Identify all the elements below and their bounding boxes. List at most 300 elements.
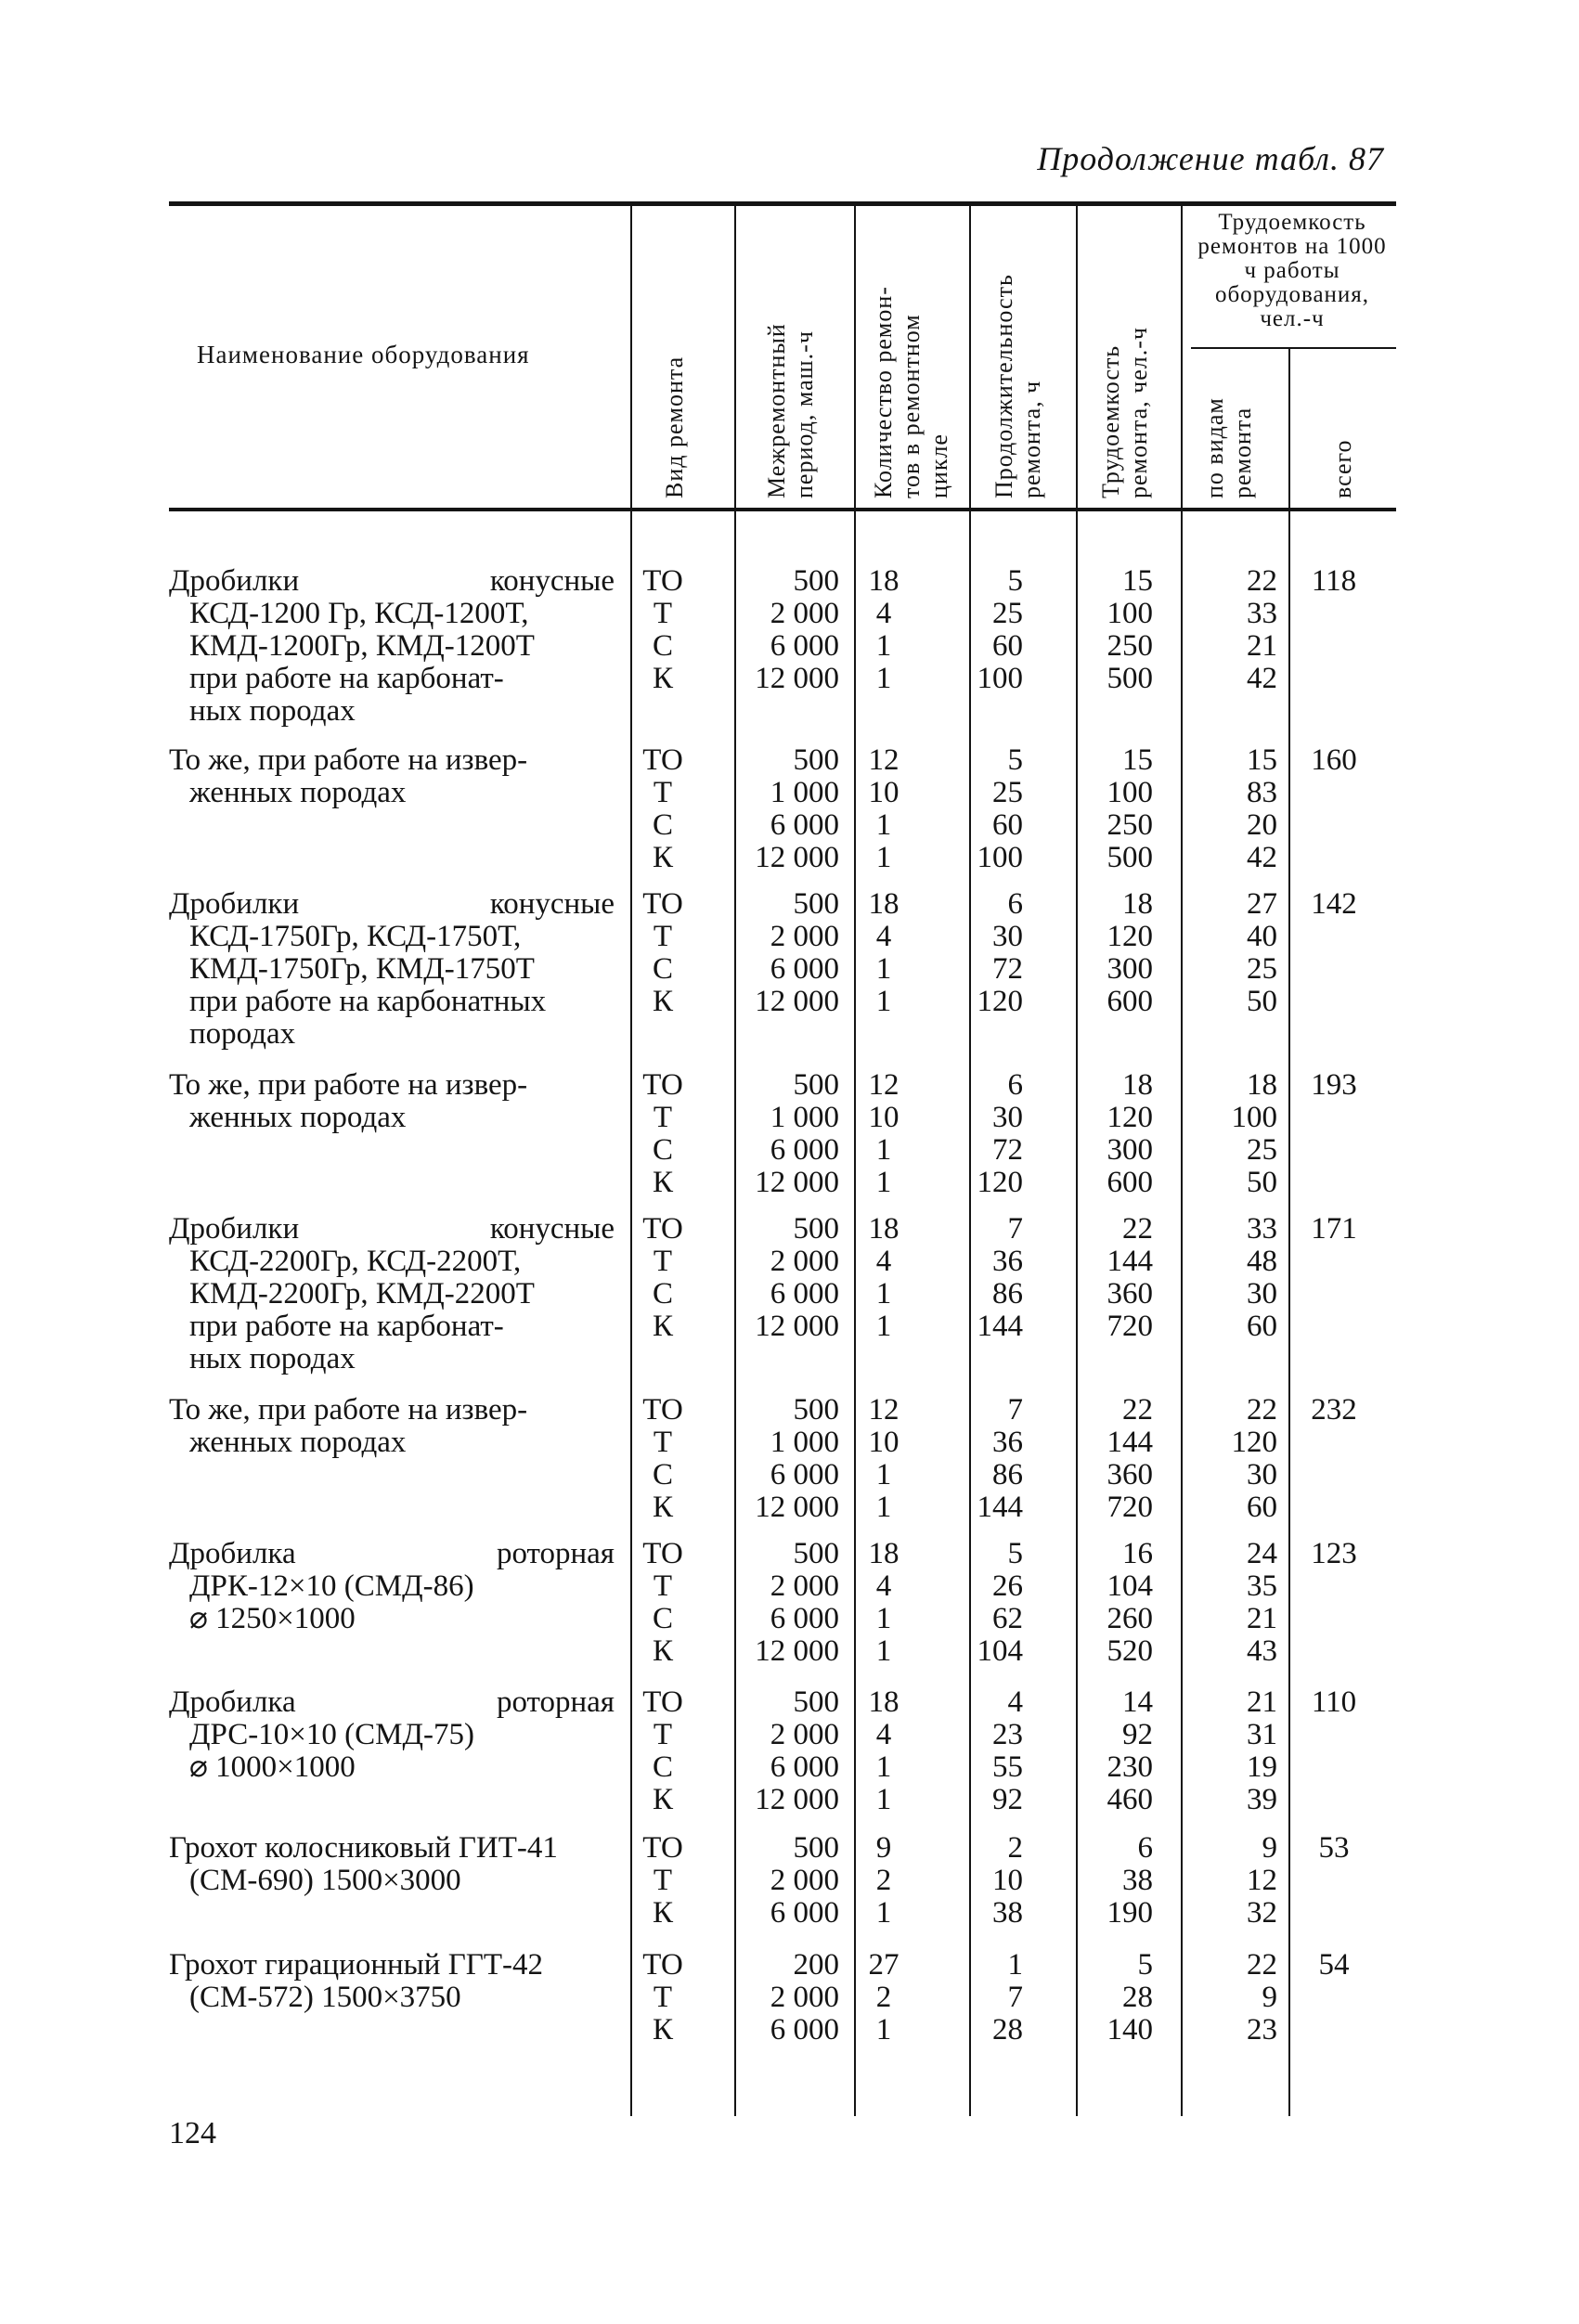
labor-column: [1055, 888, 1153, 1018]
interval-cell: 12 000: [755, 1783, 839, 1816]
page-number: 124: [169, 2116, 216, 2150]
repair-type-cell: К: [652, 2013, 673, 2046]
labor-by-type-cell: 32: [1247, 1896, 1277, 1930]
header-bottom-rule: [169, 508, 1396, 511]
repair-count-cell: 2: [875, 1864, 892, 1897]
labor-by-type-column: [1199, 1213, 1277, 1343]
interval-cell: 6 000: [770, 629, 839, 663]
equipment-name-line: ДРК-12×10 (СМД-86): [189, 1569, 474, 1603]
labor-by-type-cell: 21: [1247, 629, 1277, 663]
repair-type-column: [630, 744, 695, 874]
repair-count-cell: 10: [868, 776, 900, 809]
equipment-name-line: Дробилки конусные: [169, 887, 615, 921]
duration-column: [956, 565, 1023, 695]
repair-type-cell: Т: [653, 1864, 673, 1897]
header-vsego: всего: [1329, 439, 1356, 498]
total-labor-cell: 118: [1311, 564, 1357, 598]
repair-type-cell: С: [652, 1133, 673, 1167]
interval-cell: 2 000: [770, 1245, 839, 1278]
duration-column: [956, 744, 1023, 874]
repair-count-cell: 10: [868, 1426, 900, 1459]
repair-type-cell: К: [652, 1166, 673, 1199]
total-labor-cell: 160: [1311, 743, 1357, 777]
total-labor-cell: 193: [1311, 1068, 1357, 1102]
labor-cell: 600: [1107, 985, 1153, 1018]
equipment-name: [169, 1069, 615, 1134]
repair-count-cell: 4: [875, 920, 892, 953]
duration-cell: 144: [977, 1491, 1023, 1524]
duration-cell: 60: [992, 808, 1023, 842]
duration-column: [956, 1213, 1023, 1343]
duration-cell: 28: [992, 2013, 1023, 2046]
repair-count-column: [847, 1213, 921, 1343]
repair-count-column: [847, 1832, 921, 1930]
duration-cell: 72: [992, 1133, 1023, 1167]
labor-by-type-cell: 22: [1247, 1393, 1277, 1427]
labor-cell: 360: [1107, 1458, 1153, 1491]
repair-count-cell: 4: [875, 1718, 892, 1751]
repair-table: [169, 201, 1396, 2121]
interval-column: [735, 1832, 839, 1930]
repair-type-cell: ТО: [642, 1068, 683, 1102]
labor-cell: 104: [1107, 1569, 1153, 1603]
labor-column: [1055, 1949, 1153, 2046]
repair-count-cell: 1: [875, 1133, 892, 1167]
repair-type-cell: Т: [653, 1718, 673, 1751]
repair-type-cell: Т: [653, 1245, 673, 1278]
duration-cell: 100: [977, 662, 1023, 695]
repair-count-cell: 12: [868, 743, 900, 777]
labor-by-type-cell: 50: [1247, 1166, 1277, 1199]
interval-cell: 1 000: [770, 776, 839, 809]
repair-type-cell: К: [652, 1634, 673, 1668]
repair-count-column: [847, 565, 921, 695]
labor-cell: 18: [1122, 1068, 1153, 1102]
repair-count-cell: 1: [875, 808, 892, 842]
repair-count-cell: 1: [875, 1750, 892, 1784]
duration-cell: 25: [992, 597, 1023, 630]
labor-cell: 250: [1107, 808, 1153, 842]
labor-column: [1055, 1069, 1153, 1199]
equipment-name-line: ных породах: [189, 1342, 356, 1375]
labor-column: [1055, 1686, 1153, 1816]
interval-cell: 500: [793, 1685, 839, 1719]
repair-type-cell: С: [652, 1602, 673, 1635]
interval-cell: 1 000: [770, 1101, 839, 1134]
repair-count-column: [847, 744, 921, 874]
repair-type-column: [630, 888, 695, 1018]
interval-cell: 500: [793, 1831, 839, 1865]
repair-count-cell: 1: [875, 1602, 892, 1635]
repair-type-cell: ТО: [642, 1393, 683, 1427]
labor-by-type-cell: 100: [1231, 1101, 1277, 1134]
duration-cell: 100: [977, 841, 1023, 874]
equipment-name: [169, 1832, 615, 1897]
labor-by-type-cell: 42: [1247, 662, 1277, 695]
repair-count-cell: 27: [868, 1948, 900, 1982]
duration-cell: 2: [1007, 1831, 1023, 1865]
labor-by-type-cell: 20: [1247, 808, 1277, 842]
interval-cell: 200: [793, 1948, 839, 1982]
interval-cell: 2 000: [770, 1569, 839, 1603]
labor-by-type-cell: 39: [1247, 1783, 1277, 1816]
labor-column: [1055, 744, 1153, 874]
labor-cell: 260: [1107, 1602, 1153, 1635]
labor-cell: 38: [1122, 1864, 1153, 1897]
labor-by-type-cell: 22: [1247, 564, 1277, 598]
repair-count-cell: 1: [875, 2013, 892, 2046]
duration-cell: 30: [992, 1101, 1023, 1134]
labor-cell: 5: [1137, 1948, 1153, 1982]
labor-cell: 144: [1107, 1245, 1153, 1278]
duration-cell: 120: [977, 1166, 1023, 1199]
total-labor-cell: 54: [1318, 1948, 1350, 1982]
labor-cell: 22: [1122, 1393, 1153, 1427]
header-name: Наименование оборудования: [197, 341, 530, 368]
equipment-name-line: КМД-1200Гр, КМД-1200Т: [189, 629, 535, 663]
repair-count-cell: 1: [875, 1634, 892, 1668]
equipment-name-line: женных породах: [189, 776, 407, 809]
interval-cell: 6 000: [770, 2013, 839, 2046]
repair-type-cell: ТО: [642, 743, 683, 777]
labor-by-type-cell: 25: [1247, 952, 1277, 986]
duration-cell: 5: [1007, 564, 1023, 598]
labor-cell: 100: [1107, 776, 1153, 809]
repair-count-cell: 1: [875, 629, 892, 663]
labor-by-type-cell: 9: [1262, 1831, 1277, 1865]
repair-type-column: [630, 1686, 695, 1816]
repair-count-cell: 18: [868, 1212, 900, 1246]
repair-type-cell: ТО: [642, 1537, 683, 1570]
header-po-vidam: по видам ремонта: [1201, 397, 1256, 498]
labor-by-type-column: [1199, 1538, 1277, 1668]
equipment-name-line: ных породах: [189, 694, 356, 728]
total-labor-cell: 232: [1311, 1393, 1357, 1427]
labor-cell: 720: [1107, 1491, 1153, 1524]
repair-count-cell: 1: [875, 985, 892, 1018]
interval-cell: 500: [793, 1212, 839, 1246]
interval-cell: 500: [793, 743, 839, 777]
header-trud-rule: [1191, 347, 1396, 349]
equipment-name-line: Грохот гирационный ГГТ-42: [169, 1948, 544, 1982]
equipment-name: [169, 1686, 615, 1784]
repair-count-cell: 18: [868, 1537, 900, 1570]
repair-count-cell: 1: [875, 1310, 892, 1343]
labor-cell: 16: [1122, 1537, 1153, 1570]
labor-by-type-cell: 83: [1247, 776, 1277, 809]
repair-type-cell: Т: [653, 1101, 673, 1134]
duration-cell: 23: [992, 1718, 1023, 1751]
duration-cell: 7: [1007, 1393, 1023, 1427]
labor-by-type-cell: 22: [1247, 1948, 1277, 1982]
equipment-name-line: при работе на карбонат-: [189, 662, 504, 695]
repair-count-column: [847, 1394, 921, 1524]
repair-count-column: [847, 1949, 921, 2046]
equipment-name-line: при работе на карбонатных: [189, 985, 547, 1018]
equipment-name-line: ⌀ 1250×1000: [189, 1602, 356, 1635]
labor-by-type-column: [1199, 1069, 1277, 1199]
column-separator: [1181, 206, 1183, 2116]
repair-count-cell: 4: [875, 1245, 892, 1278]
equipment-name-line: при работе на карбонат-: [189, 1310, 504, 1343]
duration-cell: 60: [992, 629, 1023, 663]
repair-count-cell: 1: [875, 662, 892, 695]
interval-cell: 1 000: [770, 1426, 839, 1459]
labor-cell: 22: [1122, 1212, 1153, 1246]
duration-cell: 5: [1007, 743, 1023, 777]
duration-cell: 120: [977, 985, 1023, 1018]
labor-cell: 230: [1107, 1750, 1153, 1784]
repair-type-column: [630, 1538, 695, 1668]
labor-cell: 520: [1107, 1634, 1153, 1668]
duration-cell: 25: [992, 776, 1023, 809]
repair-type-cell: К: [652, 1310, 673, 1343]
interval-column: [735, 1686, 839, 1816]
labor-by-type-cell: 21: [1247, 1602, 1277, 1635]
labor-cell: 144: [1107, 1426, 1153, 1459]
interval-column: [735, 888, 839, 1018]
duration-cell: 55: [992, 1750, 1023, 1784]
labor-cell: 600: [1107, 1166, 1153, 1199]
interval-column: [735, 1069, 839, 1199]
equipment-name-line: ДРС-10×10 (СМД-75): [189, 1718, 474, 1751]
interval-column: [735, 1394, 839, 1524]
labor-by-type-column: [1199, 1832, 1277, 1930]
interval-cell: 500: [793, 887, 839, 921]
equipment-name-line: ⌀ 1000×1000: [189, 1750, 356, 1784]
total-labor-cell: 53: [1318, 1831, 1350, 1865]
equipment-name-line: Дробилки конусные: [169, 1212, 615, 1246]
repair-count-column: [847, 1069, 921, 1199]
repair-count-cell: 12: [868, 1393, 900, 1427]
duration-cell: 86: [992, 1277, 1023, 1310]
repair-count-cell: 1: [875, 1783, 892, 1816]
duration-cell: 5: [1007, 1537, 1023, 1570]
repair-type-cell: К: [652, 1896, 673, 1930]
labor-by-type-cell: 18: [1247, 1068, 1277, 1102]
repair-count-cell: 1: [875, 1458, 892, 1491]
equipment-name: [169, 1538, 615, 1635]
labor-by-type-cell: 50: [1247, 985, 1277, 1018]
repair-type-cell: Т: [653, 597, 673, 630]
labor-cell: 120: [1107, 1101, 1153, 1134]
equipment-name: [169, 1394, 615, 1459]
repair-type-cell: ТО: [642, 1831, 683, 1865]
labor-by-type-cell: 120: [1231, 1426, 1277, 1459]
interval-cell: 2 000: [770, 1864, 839, 1897]
labor-cell: 18: [1122, 887, 1153, 921]
repair-type-cell: Т: [653, 1569, 673, 1603]
repair-count-cell: 4: [875, 1569, 892, 1603]
interval-cell: 12 000: [755, 1634, 839, 1668]
labor-column: [1055, 1213, 1153, 1343]
repair-count-cell: 1: [875, 1166, 892, 1199]
duration-cell: 104: [977, 1634, 1023, 1668]
labor-by-type-column: [1199, 744, 1277, 874]
equipment-name-line: Грохот колосниковый ГИТ-41: [169, 1831, 558, 1865]
duration-cell: 7: [1007, 1981, 1023, 2014]
repair-count-column: [847, 888, 921, 1018]
header-prodolzhitelnost: Продолжительность ремонта, ч: [990, 274, 1045, 498]
labor-by-type-cell: 31: [1247, 1718, 1277, 1751]
interval-column: [735, 1213, 839, 1343]
equipment-name-line: Дробилка роторная: [169, 1685, 615, 1719]
labor-by-type-cell: 19: [1247, 1750, 1277, 1784]
labor-by-type-cell: 48: [1247, 1245, 1277, 1278]
table-caption: Продолжение табл. 87: [1037, 140, 1384, 177]
duration-column: [956, 1832, 1023, 1930]
interval-cell: 2 000: [770, 1981, 839, 2014]
labor-by-type-cell: 15: [1247, 743, 1277, 777]
repair-type-cell: К: [652, 1783, 673, 1816]
equipment-name: [169, 888, 615, 1051]
interval-cell: 2 000: [770, 920, 839, 953]
repair-type-cell: Т: [653, 776, 673, 809]
duration-cell: 38: [992, 1896, 1023, 1930]
interval-cell: 500: [793, 1537, 839, 1570]
repair-count-column: [847, 1538, 921, 1668]
labor-cell: 460: [1107, 1783, 1153, 1816]
repair-type-column: [630, 1832, 695, 1930]
labor-cell: 14: [1122, 1685, 1153, 1719]
repair-count-column: [847, 1686, 921, 1816]
labor-cell: 92: [1122, 1718, 1153, 1751]
labor-by-type-column: [1199, 1949, 1277, 2046]
labor-cell: 500: [1107, 662, 1153, 695]
labor-column: [1055, 1394, 1153, 1524]
duration-column: [956, 1686, 1023, 1816]
labor-by-type-column: [1199, 1686, 1277, 1816]
duration-cell: 1: [1007, 1948, 1023, 1982]
labor-cell: 15: [1122, 743, 1153, 777]
equipment-name-line: женных породах: [189, 1426, 407, 1459]
repair-type-cell: ТО: [642, 564, 683, 598]
repair-type-cell: С: [652, 1277, 673, 1310]
labor-column: [1055, 1832, 1153, 1930]
interval-cell: 12 000: [755, 985, 839, 1018]
duration-column: [956, 1069, 1023, 1199]
labor-by-type-column: [1199, 565, 1277, 695]
repair-type-cell: Т: [653, 1426, 673, 1459]
header-mezhremontny: Межремонтный период, маш.-ч: [763, 323, 818, 498]
labor-cell: 360: [1107, 1277, 1153, 1310]
repair-count-cell: 9: [875, 1831, 892, 1865]
duration-column: [956, 888, 1023, 1018]
repair-type-cell: К: [652, 841, 673, 874]
equipment-name: [169, 1949, 615, 2014]
total-labor-cell: 142: [1311, 887, 1357, 921]
interval-cell: 6 000: [770, 808, 839, 842]
interval-column: [735, 565, 839, 695]
interval-cell: 6 000: [770, 1602, 839, 1635]
labor-by-type-cell: 60: [1247, 1310, 1277, 1343]
equipment-name-line: (СМ-690) 1500×3000: [189, 1864, 461, 1897]
labor-cell: 300: [1107, 952, 1153, 986]
interval-cell: 6 000: [770, 1896, 839, 1930]
duration-cell: 26: [992, 1569, 1023, 1603]
labor-cell: 250: [1107, 629, 1153, 663]
repair-type-cell: Т: [653, 920, 673, 953]
repair-type-cell: С: [652, 952, 673, 986]
labor-cell: 300: [1107, 1133, 1153, 1167]
labor-cell: 28: [1122, 1981, 1153, 2014]
repair-count-cell: 1: [875, 952, 892, 986]
duration-cell: 36: [992, 1426, 1023, 1459]
repair-count-cell: 1: [875, 1277, 892, 1310]
equipment-name-line: То же, при работе на извер-: [169, 743, 528, 777]
labor-cell: 720: [1107, 1310, 1153, 1343]
repair-type-column: [630, 1213, 695, 1343]
repair-type-cell: К: [652, 1491, 673, 1524]
labor-cell: 500: [1107, 841, 1153, 874]
interval-cell: 500: [793, 1393, 839, 1427]
equipment-name: [169, 744, 615, 809]
labor-by-type-column: [1199, 1394, 1277, 1524]
header-trud-group: Трудоемкость ремонтов на 1000 ч работы оборудования, чел.-ч: [1197, 210, 1387, 331]
repair-type-cell: К: [652, 662, 673, 695]
labor-by-type-cell: 27: [1247, 887, 1277, 921]
duration-cell: 144: [977, 1310, 1023, 1343]
labor-by-type-column: [1199, 888, 1277, 1018]
equipment-name-line: (СМ-572) 1500×3750: [189, 1981, 461, 2014]
duration-column: [956, 1394, 1023, 1524]
repair-type-cell: С: [652, 629, 673, 663]
equipment-name-line: КМД-1750Гр, КМД-1750Т: [189, 952, 535, 986]
duration-cell: 6: [1007, 1068, 1023, 1102]
labor-cell: 140: [1107, 2013, 1153, 2046]
repair-type-cell: С: [652, 1750, 673, 1784]
labor-by-type-cell: 21: [1247, 1685, 1277, 1719]
duration-cell: 36: [992, 1245, 1023, 1278]
repair-count-cell: 1: [875, 1491, 892, 1524]
repair-type-cell: ТО: [642, 1212, 683, 1246]
interval-cell: 2 000: [770, 597, 839, 630]
repair-type-cell: ТО: [642, 1685, 683, 1719]
repair-type-column: [630, 1949, 695, 2046]
interval-cell: 500: [793, 564, 839, 598]
total-labor-cell: 110: [1311, 1685, 1357, 1719]
interval-column: [735, 1538, 839, 1668]
interval-cell: 12 000: [755, 1166, 839, 1199]
duration-cell: 92: [992, 1783, 1023, 1816]
equipment-name-line: КСД-2200Гр, КСД-2200Т,: [189, 1245, 522, 1278]
total-labor-cell: 123: [1311, 1537, 1357, 1570]
labor-cell: 15: [1122, 564, 1153, 598]
table-top-rule: [169, 201, 1396, 206]
repair-count-cell: 18: [868, 887, 900, 921]
repair-type-cell: К: [652, 985, 673, 1018]
duration-column: [956, 1949, 1023, 2046]
header-vid: Вид ремонта: [661, 355, 688, 498]
interval-column: [735, 744, 839, 874]
total-labor-cell: 171: [1311, 1212, 1357, 1246]
labor-by-type-cell: 43: [1247, 1634, 1277, 1668]
equipment-name-line: То же, при работе на извер-: [169, 1393, 528, 1427]
header-trudoemkost: Трудоемкость ремонта, чел.-ч: [1097, 327, 1152, 498]
interval-cell: 2 000: [770, 1718, 839, 1751]
interval-cell: 6 000: [770, 1277, 839, 1310]
interval-cell: 500: [793, 1068, 839, 1102]
interval-cell: 12 000: [755, 662, 839, 695]
labor-by-type-cell: 60: [1247, 1491, 1277, 1524]
labor-cell: 190: [1107, 1896, 1153, 1930]
labor-cell: 120: [1107, 920, 1153, 953]
repair-type-column: [630, 565, 695, 695]
interval-cell: 12 000: [755, 1310, 839, 1343]
equipment-name: [169, 1213, 615, 1375]
repair-type-cell: ТО: [642, 1948, 683, 1982]
repair-type-cell: Т: [653, 1981, 673, 2014]
